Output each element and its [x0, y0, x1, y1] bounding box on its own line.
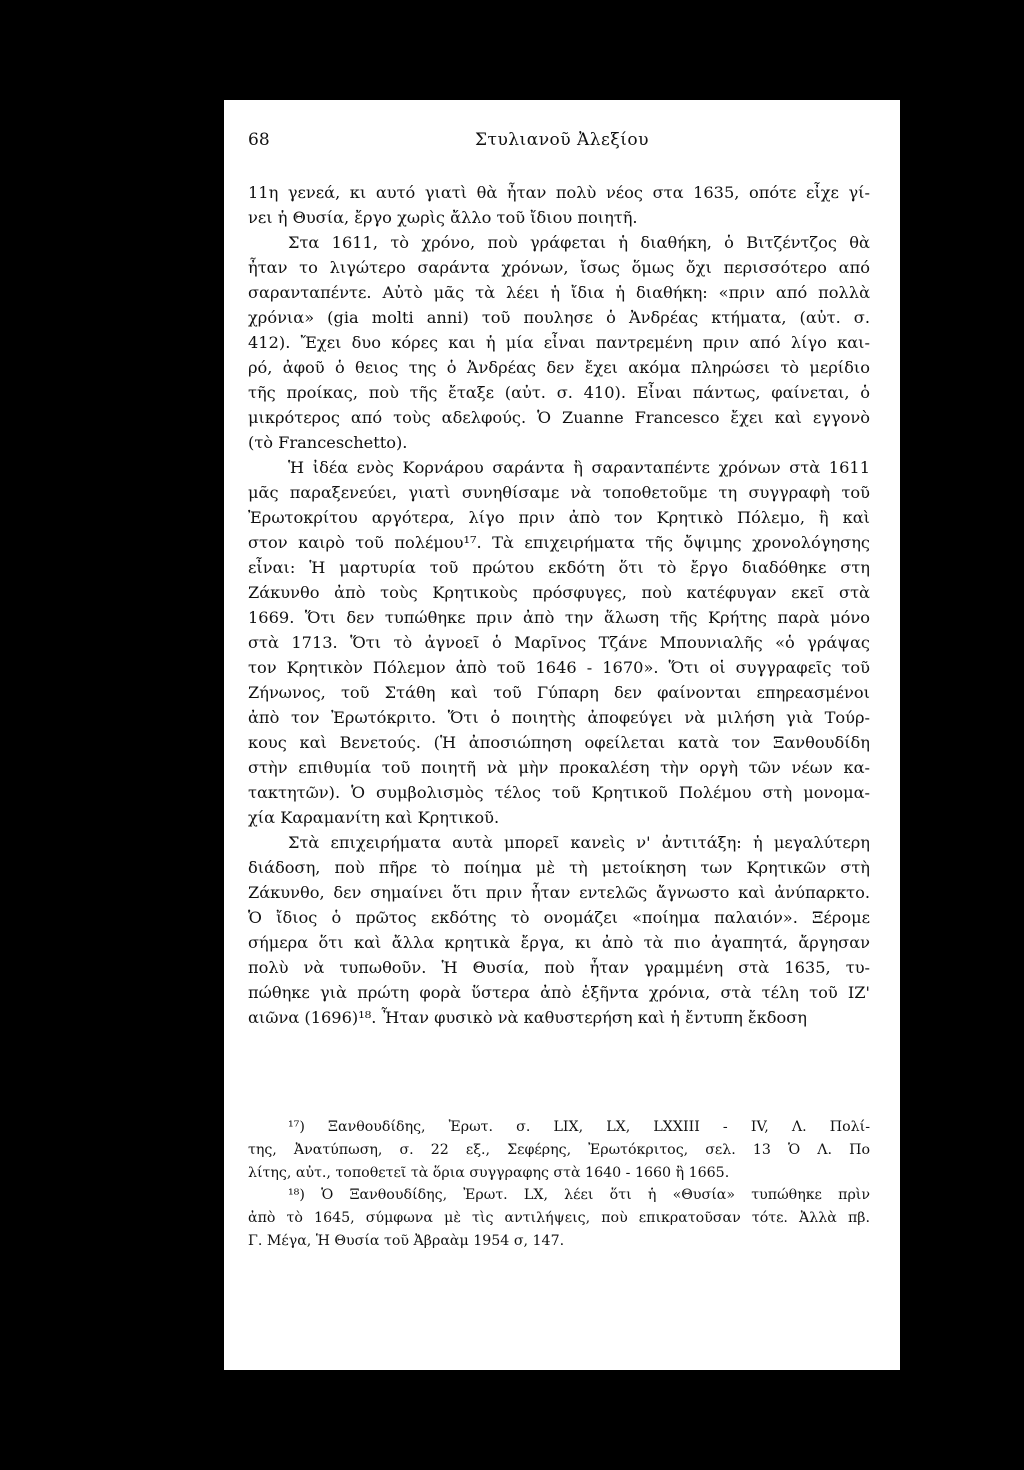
page-header [248, 130, 876, 154]
page-number: 68 [248, 130, 270, 150]
footnote-line: λίτης, αὐτ., τοποθετεῖ τὰ ὅρια συγγραφης στὰ 1640 - 1660 ἢ 1665. [248, 1164, 730, 1181]
book-page [224, 100, 900, 1370]
text-line: κους καὶ Βενετούς. (Ἡ ἀποσιώπηση οφείλεται κατὰ τον Ξανθουδίδη [248, 733, 870, 752]
text-line: μικρότερος από τοὺς αδελφούς. Ὁ Zuanne Francesco ἔχει καὶ εγγονὸ [248, 408, 870, 427]
text-line: εἶναι: Ἡ μαρτυρία τοῦ πρώτου εκδότη ὅτι τὸ ἔργο διαδόθηκε στη [248, 558, 870, 577]
text-line: σαρανταπέντε. Αὐτὸ μᾶς τὰ λέει ἡ ἴδια ἡ διαθήκη: «πριν από πολλὰ [248, 283, 870, 302]
text-line: στὰ 1713. Ὅτι τὸ ἀγνοεῖ ὁ Μαρῖνος Τζάνε Μπουνιαλῆς «ὁ γράψας [248, 633, 870, 652]
text-line: (τὸ Franceschetto). [248, 433, 408, 452]
text-line: Ὁ ἴδιος ὁ πρῶτος εκδότης τὸ ονομάζει «ποίημα παλαιόν». Ξέρομε [248, 908, 870, 927]
text-line: 1669. Ὅτι δεν τυπώθηκε πριν ἀπὸ την ἅλωση τῆς Κρήτης παρὰ μόνο [248, 608, 870, 627]
text-line: νει ἡ Θυσία, ἔργο χωρὶς ἄλλο τοῦ ἴδιου ποιητῆ. [248, 208, 638, 227]
text-line: ρό, ἀφοῦ ὁ θειος της ὁ Ἀνδρέας δεν ἔχει ακόμα πληρώσει τὸ μερίδιο [248, 358, 870, 377]
text-line: Ἡ ἰδέα ενὸς Κορνάρου σαράντα ἢ σαρανταπέντε χρόνων στὰ 1611 [288, 458, 870, 477]
footnote-line: ἀπὸ τὸ 1645, σύμφωνα μὲ τὶς αντιλήψεις, ποὺ επικρατοῦσαν τότε. Ἀλλὰ πβ. [248, 1210, 870, 1227]
text-line: πώθηκε γιὰ πρώτη φορὰ ὕστερα ἀπὸ ἑξῆντα χρόνια, στὰ τέλη τοῦ ΙΖ' [248, 983, 870, 1002]
text-line: χρόνια» (gia molti anni) τοῦ πουλησε ὁ Ἀνδρέας κτήματα, (αὐτ. σ. [248, 308, 870, 327]
text-line: διάδοση, ποὺ πῆρε τὸ ποίημα μὲ τὴ μετοίκηση των Κρητικῶν στὴ [248, 858, 870, 877]
body-text [248, 180, 870, 1030]
text-line: 412). Ἔχει δυο κόρες και ἡ μία εἶναι παντρεμένη πριν από λίγο και- [248, 333, 870, 352]
text-line: Στὰ επιχειρήματα αυτὰ μπορεῖ κανεὶς ν' ἀντιτάξη: ἡ μεγαλύτερη [288, 833, 870, 852]
text-line: τῆς προίκας, ποὺ τῆς ἔταξε (αὐτ. σ. 410). Εἶναι πάντως, φαίνεται, ὁ [248, 383, 870, 402]
text-line: αιῶνα (1696)¹⁸. Ἦταν φυσικὸ νὰ καθυστερήση καὶ ἡ ἔντυπη ἔκδοση [248, 1008, 807, 1027]
footnote-line: Γ. Μέγα, Ἡ Θυσία τοῦ Ἀβραὰμ 1954 σ, 147. [248, 1232, 565, 1249]
text-line: τακτητῶν). Ὁ συμβολισμὸς τέλος τοῦ Κρητικοῦ Πολέμου στὴ μονομα- [248, 783, 870, 802]
footnote-line: ¹⁸) Ὁ Ξανθουδίδης, Ἐρωτ. LX, λέει ὅτι ἡ «Θυσία» τυπώθηκε πρὶν [288, 1187, 870, 1204]
text-line: Ἐρωτοκρίτου αργότερα, λίγο πριν ἀπὸ τον Κρητικὸ Πόλεμο, ἢ καὶ [248, 508, 870, 527]
footnotes [248, 1116, 870, 1253]
text-line: ἀπὸ τον Ἐρωτόκριτο. Ὅτι ὁ ποιητὴς ἀποφεύγει νὰ μιλήση γιὰ Τούρ- [248, 708, 870, 727]
text-line: χία Καραμανίτη καὶ Κρητικοῦ. [248, 808, 500, 827]
text-line: ἦταν το λιγώτερο σαράντα χρόνων, ἴσως ὅμως ὄχι περισσότερο από [248, 258, 870, 277]
text-line: μᾶς παραξενεύει, γιατὶ συνηθίσαμε νὰ τοποθετοῦμε τη συγγραφὴ τοῦ [248, 483, 870, 502]
text-line: στὴν επιθυμία τοῦ ποιητῆ νὰ μὴν προκαλέση τὴν οργὴ τῶν νέων κα- [248, 758, 870, 777]
text-line: Στα 1611, τὸ χρόνο, ποὺ γράφεται ἡ διαθήκη, ὁ Βιτζέντζος θὰ [288, 233, 870, 252]
footnote-line: της, Ἀνατύπωση, σ. 22 εξ., Σεφέρης, Ἐρωτόκριτος, σελ. 13 Ὁ Λ. Πο [248, 1141, 870, 1158]
text-line: στον καιρὸ τοῦ πολέμου¹⁷. Τὰ επιχειρήματα τῆς ὄψιμης χρονολόγησης [248, 533, 870, 552]
text-line: πολὺ νὰ τυπωθοῦν. Ἡ Θυσία, ποὺ ἦταν γραμμένη στὰ 1635, τυ- [248, 958, 870, 977]
text-line: τον Κρητικὸν Πόλεμον ἀπὸ τοῦ 1646 - 1670». Ὅτι οἱ συγγραφεῖς τοῦ [248, 658, 870, 677]
text-line: Ζήνωνος, τοῦ Στάθη καὶ τοῦ Γύπαρη δεν φαίνονται επηρεασμένοι [248, 683, 870, 702]
text-line: σήμερα ὅτι καὶ ἄλλα κρητικὰ ἔργα, κι ἀπὸ τὰ πιο ἀγαπητά, ἄργησαν [248, 933, 870, 952]
running-head: Στυλιανοῦ Ἀλεξίου [475, 130, 649, 150]
text-line: Ζάκυνθο ἀπὸ τοὺς Κρητικοὺς πρόσφυγες, ποὺ κατέφυγαν εκεῖ στὰ [248, 583, 870, 602]
footnote-line: ¹⁷) Ξανθουδίδης, Ἐρωτ. σ. LIX, LX, LXXIII - IV, Λ. Πολί- [288, 1119, 870, 1135]
text-line: 11η γενεά, κι αυτό γιατὶ θὰ ἦταν πολὺ νέος στα 1635, οπότε εἶχε γί- [248, 183, 870, 202]
text-line: Ζάκυνθο, δεν σημαίνει ὅτι πριν ἦταν εντελῶς ἄγνωστο καὶ ἀνύπαρκτο. [248, 883, 870, 902]
